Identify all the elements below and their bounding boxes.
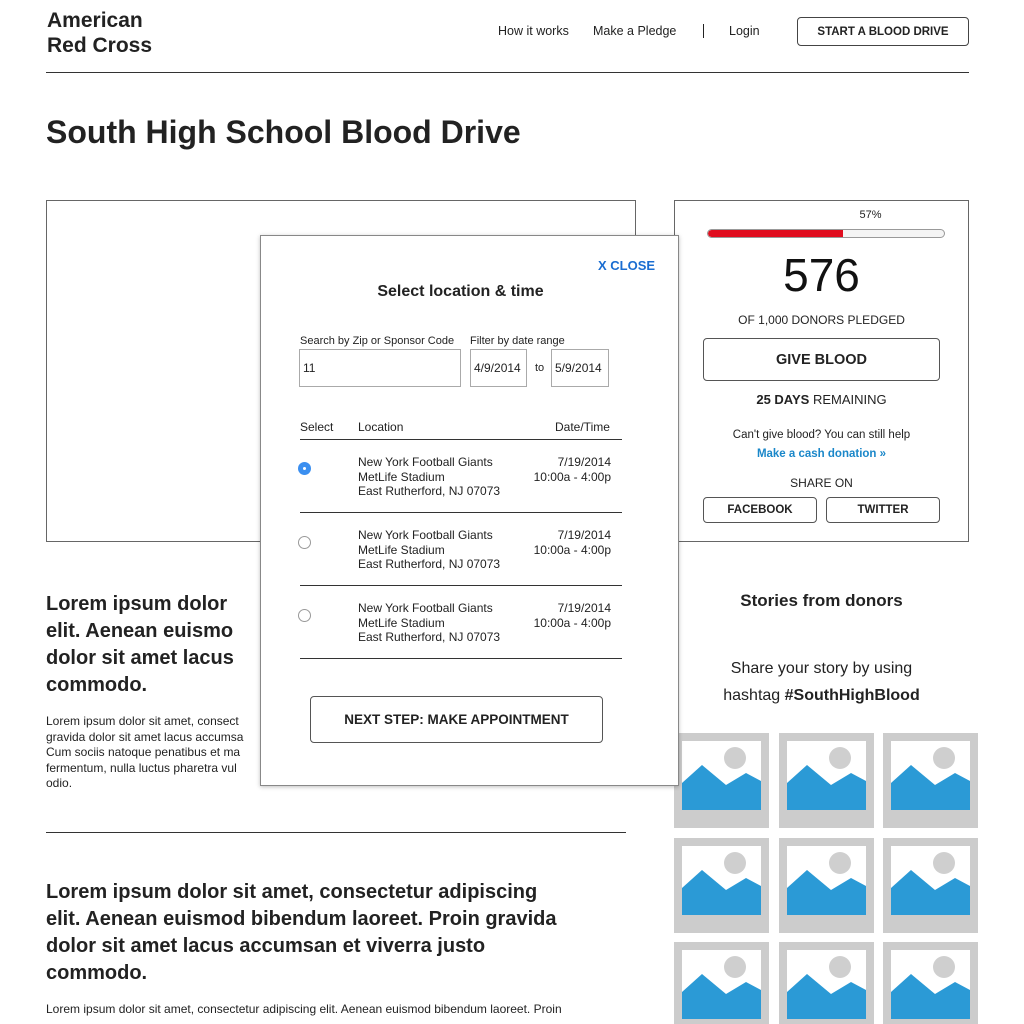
logo-line1: American bbox=[47, 9, 143, 32]
image-placeholder-icon bbox=[674, 942, 769, 1024]
article-body-2 bbox=[46, 1002, 628, 1018]
row-date: 7/19/2014 bbox=[557, 455, 611, 469]
story-thumbnail[interactable] bbox=[779, 942, 874, 1024]
location-radio[interactable] bbox=[298, 536, 311, 549]
close-modal-button[interactable]: X CLOSE bbox=[598, 258, 656, 273]
donor-count: 576 bbox=[783, 249, 860, 301]
image-placeholder-icon bbox=[674, 838, 769, 933]
search-input[interactable]: 11 bbox=[299, 349, 461, 387]
header-divider bbox=[46, 72, 969, 73]
next-step-button[interactable]: NEXT STEP: MAKE APPOINTMENT bbox=[310, 696, 603, 743]
date-range-to-label: to bbox=[535, 362, 545, 374]
article-heading-1-line: Lorem ipsum dolor bbox=[46, 593, 228, 615]
search-label: Search by Zip or Sponsor Code bbox=[300, 335, 455, 347]
progress-percent: 57% bbox=[859, 209, 882, 221]
image-placeholder-icon bbox=[674, 733, 769, 828]
row-time: 10:00a - 4:00p bbox=[533, 542, 611, 557]
story-thumbnail[interactable] bbox=[883, 733, 978, 828]
location-radio-selected[interactable] bbox=[298, 462, 311, 475]
logo[interactable] bbox=[47, 8, 152, 58]
story-thumbnail[interactable] bbox=[779, 838, 874, 933]
article-heading-1-line: commodo. bbox=[46, 674, 148, 696]
row-location-line: East Rutherford, NJ 07073 bbox=[358, 484, 501, 498]
row-date: 7/19/2014 bbox=[557, 601, 611, 615]
stories-title: Stories from donors bbox=[740, 591, 903, 610]
article-body-1-line: fermentum, nulla luctus pharetra vul bbox=[46, 760, 237, 775]
table-row-divider bbox=[300, 585, 622, 586]
row-location-line: New York Football Giants bbox=[358, 601, 493, 615]
give-blood-button[interactable]: GIVE BLOOD bbox=[703, 338, 940, 381]
cash-donation-link[interactable]: Make a cash donation » bbox=[756, 448, 887, 460]
image-placeholder-icon bbox=[779, 942, 874, 1024]
location-radio[interactable] bbox=[298, 609, 311, 622]
days-remaining bbox=[674, 392, 969, 407]
article-body-2-line: Lorem ipsum dolor sit amet, consectetur adipiscing elit. Aenean euismod bibendum laoreet. Proin bbox=[46, 1002, 562, 1016]
row-time: 10:00a - 4:00p bbox=[533, 469, 611, 484]
days-remaining-label: REMAINING bbox=[809, 392, 887, 407]
date-filter-label: Filter by date range bbox=[470, 335, 565, 347]
row-location-line: MetLife Stadium bbox=[358, 615, 445, 630]
story-thumbnail[interactable] bbox=[674, 733, 769, 828]
story-thumbnail[interactable] bbox=[674, 838, 769, 933]
article-body-1-line: Cum sociis natoque penatibus et ma bbox=[46, 745, 241, 759]
column-header-select: Select bbox=[300, 420, 334, 434]
article-heading-1-line: elit. Aenean euismo bbox=[46, 620, 234, 642]
article-heading-2-line: elit. Aenean euismod bibendum laoreet. Proin gravida bbox=[46, 908, 557, 930]
row-location-line: MetLife Stadium bbox=[358, 469, 445, 484]
progress-bar-fill bbox=[708, 230, 843, 237]
row-location-line: East Rutherford, NJ 07073 bbox=[358, 557, 501, 571]
article-heading-2 bbox=[46, 879, 636, 987]
nav-divider bbox=[703, 24, 704, 38]
story-thumbnail[interactable] bbox=[674, 942, 769, 1024]
nav-make-a-pledge[interactable]: Make a Pledge bbox=[593, 24, 677, 38]
image-placeholder-icon bbox=[883, 838, 978, 933]
date-to-input[interactable]: 5/9/2014 bbox=[551, 349, 609, 387]
nav-how-it-works[interactable]: How it works bbox=[498, 24, 569, 38]
twitter-share-button[interactable]: TWITTER bbox=[826, 497, 940, 523]
article-heading-2-line: dolor sit amet lacus accumsan et viverra justo bbox=[46, 935, 486, 957]
article-heading-1-line: dolor sit amet lacus bbox=[46, 647, 234, 669]
article-body-1-line: odio. bbox=[46, 776, 73, 790]
progress-bar bbox=[707, 229, 945, 238]
stories-hashtag-line bbox=[674, 687, 969, 705]
logo-line2: Red Cross bbox=[47, 34, 153, 57]
page-title: South High School Blood Drive bbox=[46, 114, 521, 150]
image-placeholder-icon bbox=[883, 733, 978, 828]
row-date: 7/19/2014 bbox=[557, 528, 611, 542]
table-bottom-divider bbox=[300, 658, 622, 659]
row-location-line: MetLife Stadium bbox=[358, 542, 445, 557]
stories-hashtag: #SouthHighBlood bbox=[784, 687, 920, 704]
days-remaining-count: 25 DAYS bbox=[756, 392, 810, 407]
story-thumbnail[interactable] bbox=[883, 942, 978, 1024]
article-divider bbox=[46, 832, 626, 833]
image-placeholder-icon bbox=[779, 733, 874, 828]
stories-hashtag-prefix: hashtag bbox=[723, 687, 785, 704]
donor-count-caption: OF 1,000 DONORS PLEDGED bbox=[738, 313, 905, 327]
modal-title: Select location & time bbox=[377, 283, 544, 300]
stories-prompt: Share your story by using bbox=[730, 660, 913, 677]
date-from-input[interactable]: 4/9/2014 bbox=[470, 349, 527, 387]
start-blood-drive-button[interactable]: START A BLOOD DRIVE bbox=[797, 17, 969, 46]
column-header-location: Location bbox=[358, 420, 404, 434]
image-placeholder-icon bbox=[883, 942, 978, 1024]
row-time: 10:00a - 4:00p bbox=[533, 615, 611, 630]
help-text: Can't give blood? You can still help bbox=[732, 429, 911, 441]
column-header-datetime: Date/Time bbox=[555, 420, 610, 434]
nav-login[interactable]: Login bbox=[729, 24, 760, 38]
facebook-share-button[interactable]: FACEBOOK bbox=[703, 497, 817, 523]
article-body-1-line: gravida dolor sit amet lacus accumsa bbox=[46, 729, 244, 744]
story-thumbnail[interactable] bbox=[779, 733, 874, 828]
image-placeholder-icon bbox=[779, 838, 874, 933]
row-location-line: New York Football Giants bbox=[358, 528, 493, 542]
story-thumbnail[interactable] bbox=[883, 838, 978, 933]
article-heading-2-line: commodo. bbox=[46, 962, 148, 984]
table-header-divider bbox=[300, 439, 622, 440]
article-heading-2-line: Lorem ipsum dolor sit amet, consectetur adipiscing bbox=[46, 881, 538, 903]
row-location-line: New York Football Giants bbox=[358, 455, 493, 469]
table-row-divider bbox=[300, 512, 622, 513]
article-body-1-line: Lorem ipsum dolor sit amet, consect bbox=[46, 714, 239, 728]
share-label: SHARE ON bbox=[790, 476, 853, 490]
row-location-line: East Rutherford, NJ 07073 bbox=[358, 630, 501, 644]
